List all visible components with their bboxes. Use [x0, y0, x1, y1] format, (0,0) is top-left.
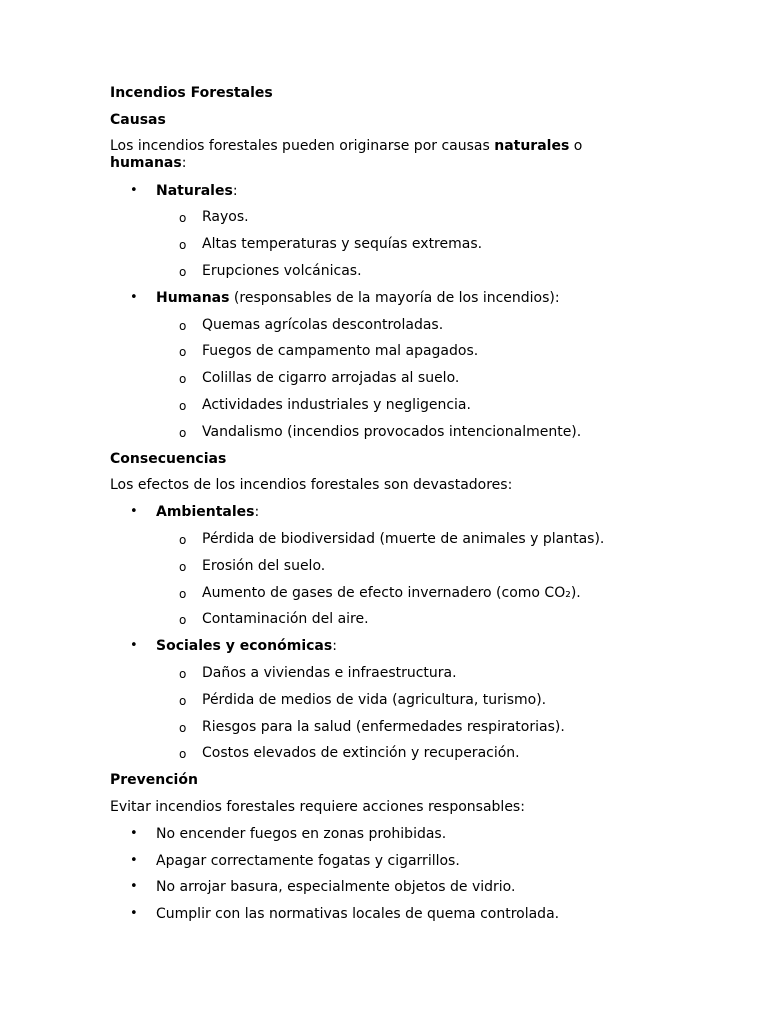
- sub-list-item: [110, 316, 710, 343]
- section-heading-causas: Causas: [110, 111, 166, 128]
- list-item: [110, 825, 710, 852]
- sub-list-item-text: Aumento de gases de efecto invernadero (como CO₂).: [202, 584, 581, 601]
- sub-bullet-marker: o: [179, 264, 187, 279]
- sub-list-item-text: Pérdida de biodiversidad (muerte de animales y plantas).: [202, 530, 605, 547]
- list-item-label: Sociales y económicas: [156, 638, 333, 655]
- sub-bullet-marker: o: [179, 372, 187, 387]
- list-item-suffix: :: [332, 638, 337, 655]
- list-item: [110, 852, 710, 879]
- bullet-marker: •: [130, 852, 138, 868]
- sub-list-item-text: Fuegos de campamento mal apagados.: [202, 343, 479, 360]
- sub-list-item: [110, 369, 710, 396]
- list-item-label: Ambientales: [156, 504, 255, 521]
- list-item-humanas: [110, 289, 710, 316]
- bullet-marker: •: [130, 182, 138, 198]
- sub-list-item: [110, 235, 710, 262]
- sub-list-item: [110, 610, 710, 637]
- sub-list-item-text: Pérdida de medios de vida (agricultura, turismo).: [202, 691, 547, 708]
- list-item-naturales: [110, 182, 710, 209]
- sub-list-item: [110, 208, 710, 235]
- sub-list-item: [110, 664, 710, 691]
- sub-list-item-text: Contaminación del aire.: [202, 611, 369, 628]
- sub-bullet-marker: o: [179, 211, 187, 226]
- list-item-ambientales: [110, 503, 710, 530]
- bullet-marker: •: [130, 504, 138, 520]
- sub-list-item-text: Costos elevados de extinción y recuperación.: [202, 745, 520, 762]
- intro-text: :: [181, 154, 187, 171]
- sub-list-item: [110, 396, 710, 423]
- sub-bullet-marker: o: [179, 586, 187, 601]
- intro-bold-naturales: naturales: [494, 137, 570, 154]
- sub-list-item-text: Quemas agrícolas descontroladas.: [202, 316, 444, 333]
- intro-text: o: [569, 137, 583, 154]
- sub-list-item-text: Erosión del suelo.: [202, 557, 326, 574]
- sub-list-item: [110, 691, 710, 718]
- causas-intro-paragraph: [110, 138, 710, 182]
- sub-bullet-marker: o: [179, 693, 187, 708]
- list-item-text: No arrojar basura, especialmente objetos de vidrio.: [156, 879, 516, 896]
- sub-bullet-marker: o: [179, 720, 187, 735]
- sub-list-item: [110, 557, 710, 584]
- list-item-text: Apagar correctamente fogatas y cigarrillos.: [156, 852, 460, 869]
- list-item-suffix: :: [254, 504, 260, 521]
- bullet-marker: •: [130, 638, 138, 654]
- sub-list-item: [110, 262, 710, 289]
- document-title: Incendios Forestales: [110, 85, 273, 101]
- consecuencias-intro-paragraph: Los efectos de los incendios forestales son devastadores:: [110, 477, 513, 494]
- sub-list-item-text: Altas temperaturas y sequías extremas.: [202, 236, 483, 253]
- section-heading-consecuencias: Consecuencias: [110, 450, 227, 467]
- sub-bullet-marker: o: [179, 425, 187, 440]
- sub-list-item: [110, 584, 710, 611]
- document-page: [110, 84, 710, 932]
- sub-bullet-marker: o: [179, 559, 187, 574]
- intro-bold-humanas: humanas: [110, 154, 182, 171]
- sub-list-item-text: Riesgos para la salud (enfermedades respiratorias).: [202, 718, 565, 735]
- list-item: [110, 878, 710, 905]
- sub-list-item-text: Daños a viviendas e infraestructura.: [202, 664, 457, 681]
- bullet-marker: •: [130, 825, 138, 841]
- prevencion-intro-paragraph: Evitar incendios forestales requiere acciones responsables:: [110, 798, 525, 815]
- list-item-text: No encender fuegos en zonas prohibidas.: [156, 825, 447, 842]
- sub-list-item-text: Vandalismo (incendios provocados intencionalmente).: [202, 423, 582, 440]
- bullet-marker: •: [130, 289, 138, 305]
- intro-text: Los incendios forestales pueden originarse por causas: [110, 137, 495, 154]
- list-item-text: Cumplir con las normativas locales de quema controlada.: [156, 906, 560, 923]
- list-item-suffix: (responsables de la mayoría de los incendios):: [229, 289, 560, 306]
- list-item-sociales: [110, 637, 710, 664]
- sub-list-item: [110, 423, 710, 450]
- list-item-label: Humanas: [156, 289, 230, 306]
- sub-bullet-marker: o: [179, 666, 187, 681]
- sub-bullet-marker: o: [179, 747, 187, 762]
- sub-list-item: [110, 530, 710, 557]
- sub-list-item-text: Rayos.: [202, 209, 249, 226]
- list-item-label: Naturales: [156, 182, 233, 199]
- list-item-suffix: :: [232, 182, 238, 199]
- sub-list-item-text: Colillas de cigarro arrojadas al suelo.: [202, 370, 460, 387]
- list-item: [110, 905, 710, 932]
- sub-bullet-marker: o: [179, 613, 187, 628]
- sub-bullet-marker: o: [179, 238, 187, 253]
- sub-list-item: [110, 744, 710, 771]
- sub-list-item-text: Actividades industriales y negligencia.: [202, 396, 471, 413]
- sub-bullet-marker: o: [179, 318, 187, 333]
- sub-bullet-marker: o: [179, 345, 187, 360]
- bullet-marker: •: [130, 906, 138, 922]
- bullet-marker: •: [130, 879, 138, 895]
- sub-bullet-marker: o: [179, 532, 187, 547]
- sub-list-item: [110, 718, 710, 745]
- sub-list-item: [110, 342, 710, 369]
- sub-bullet-marker: o: [179, 398, 187, 413]
- section-heading-prevencion: Prevención: [110, 772, 198, 789]
- sub-list-item-text: Erupciones volcánicas.: [202, 262, 362, 279]
